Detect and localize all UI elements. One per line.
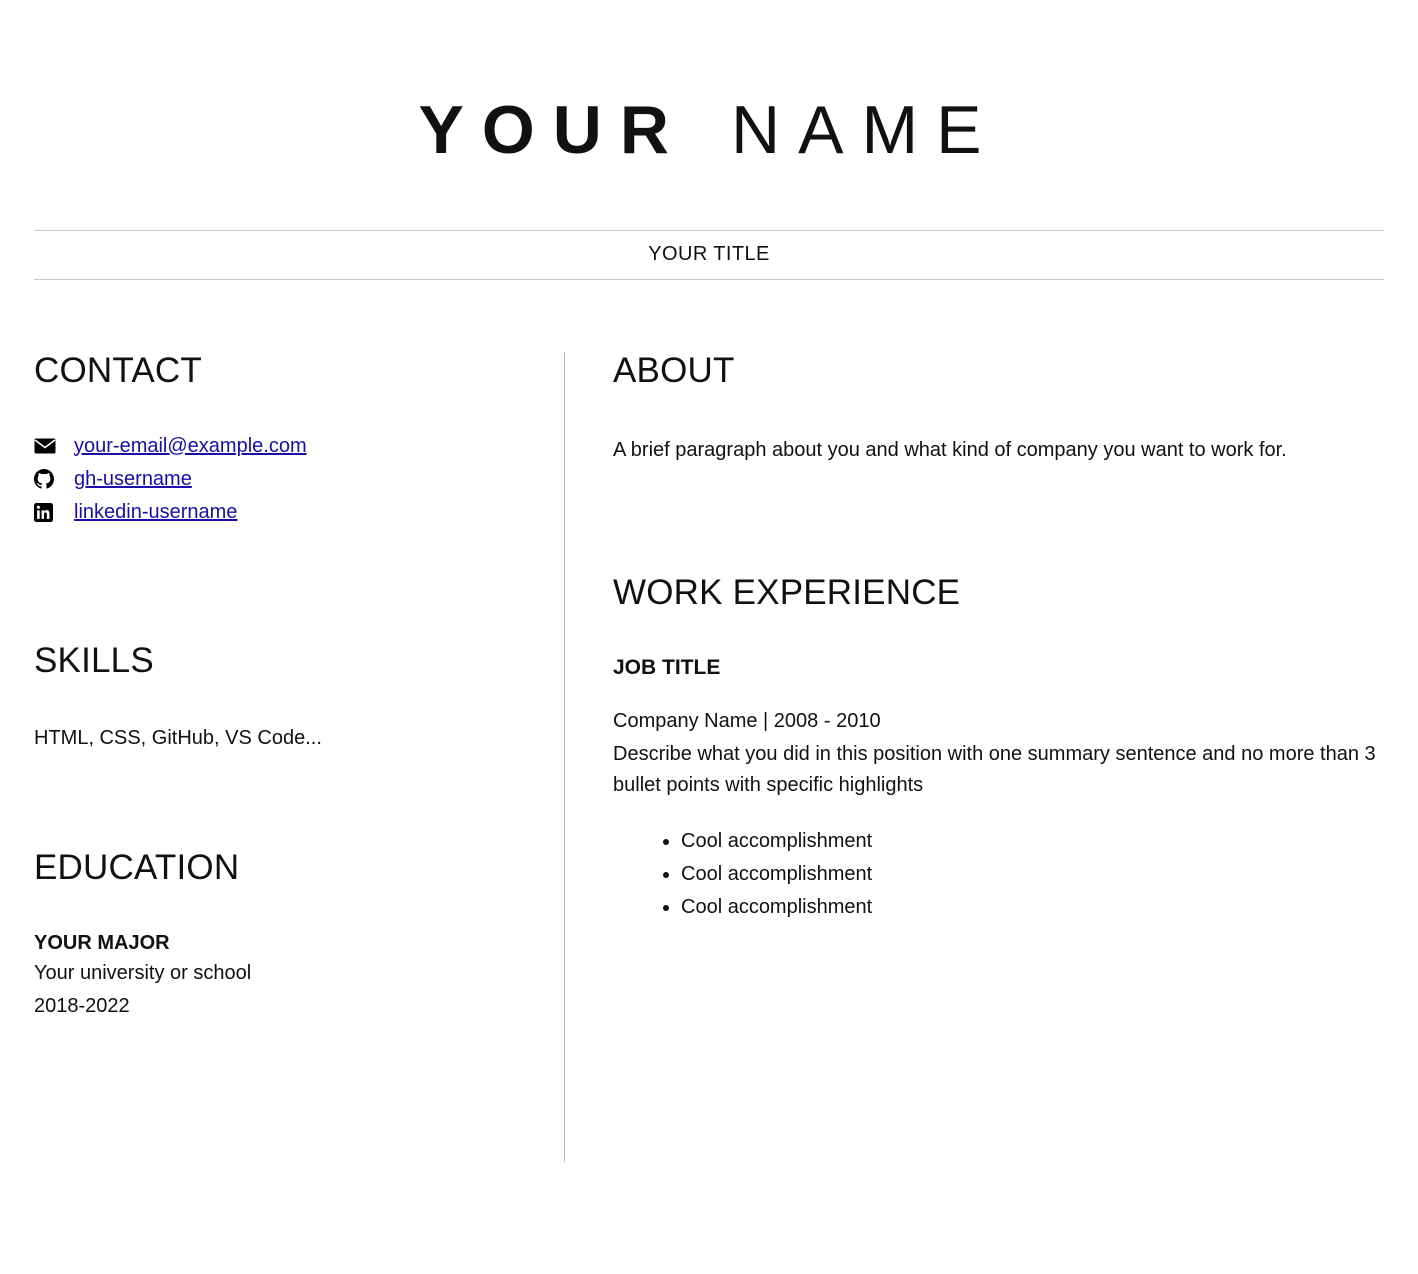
envelope-icon [34, 438, 60, 454]
list-item: • Cool accomplishment [681, 891, 1384, 923]
linkedin-icon [34, 503, 60, 522]
right-column [565, 352, 1384, 1162]
github-icon [34, 469, 60, 489]
about-heading: ABOUT [613, 351, 735, 390]
spacer [34, 534, 528, 642]
work-experience-heading: WORK EXPERIENCE [613, 572, 961, 612]
about-text: A brief paragraph about you and what kind of company you want to work for. [613, 438, 1287, 461]
work-experience-item [613, 656, 1384, 923]
job-title: JOB TITLE [613, 656, 721, 679]
headline-title: YOUR TITLE [648, 243, 770, 265]
education-major: YOUR MAJOR [34, 931, 170, 954]
contact-heading: CONTACT [34, 351, 202, 390]
education-school: Your university or school [34, 961, 252, 984]
spacer [34, 753, 528, 849]
last-name: NAME [731, 92, 1000, 168]
contact-list [34, 435, 528, 524]
skills-heading: SKILLS [34, 640, 154, 680]
list-item: • Cool accomplishment [681, 825, 1384, 857]
title-band [34, 230, 1384, 280]
list-item[interactable] [34, 501, 528, 524]
resume-body [34, 352, 1384, 1162]
spacer [613, 466, 1384, 574]
page-title [34, 0, 1384, 230]
github-link[interactable]: gh-username [74, 467, 192, 490]
job-company-dates: Company Name | 2008 - 2010 [613, 710, 881, 732]
list-item: • Cool accomplishment [681, 858, 1384, 890]
linkedin-link[interactable]: linkedin-username [74, 500, 238, 523]
education-dates: 2018-2022 [34, 994, 130, 1017]
first-name: YOUR [418, 92, 687, 168]
education-heading: EDUCATION [34, 848, 240, 887]
email-link[interactable]: your-email@example.com [74, 434, 307, 457]
job-bullet-list [613, 825, 1384, 923]
list-item[interactable] [34, 468, 528, 491]
full-name [34, 92, 1384, 168]
list-item[interactable] [34, 435, 528, 458]
skills-text: HTML, CSS, GitHub, VS Code... [34, 727, 322, 749]
job-description: Describe what you did in this position with one summary sentence and no more than 3 bullet points with specific highlights [613, 743, 1376, 796]
left-column [34, 352, 564, 1162]
